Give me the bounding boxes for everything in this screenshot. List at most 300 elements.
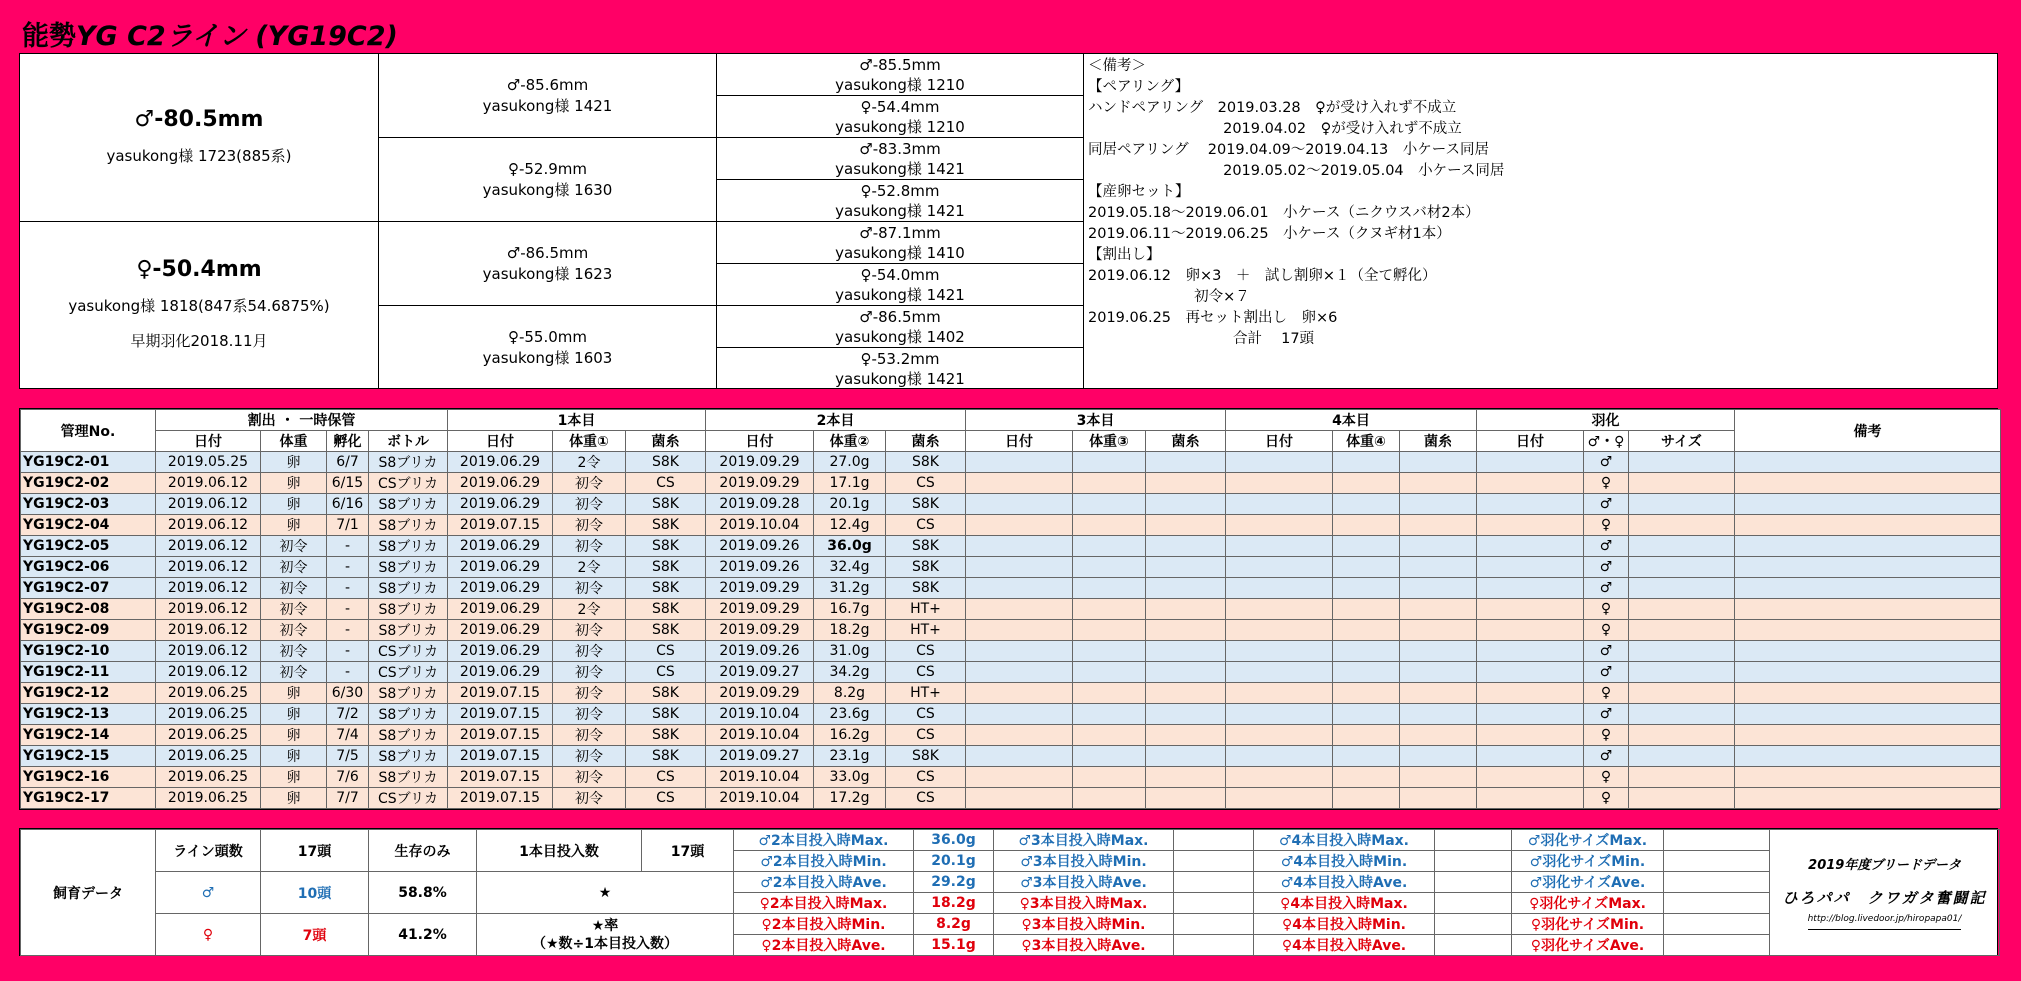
empty-cell bbox=[1629, 641, 1735, 662]
weight-cell: 17.1g bbox=[814, 473, 886, 494]
sex-cell: ♀ bbox=[1584, 620, 1629, 641]
table-cell: 初令 bbox=[553, 746, 626, 767]
empty-cell bbox=[1629, 473, 1735, 494]
sex-cell: ♀ bbox=[1584, 515, 1629, 536]
row-id: YG19C2-02 bbox=[21, 473, 156, 494]
table-cell: - bbox=[327, 578, 369, 599]
empty-cell bbox=[966, 620, 1073, 641]
empty-cell bbox=[1146, 620, 1226, 641]
male-pct: 58.8% bbox=[369, 872, 477, 914]
group-header: 割出 ・ 一時保管 bbox=[156, 410, 448, 431]
empty-cell bbox=[1400, 704, 1477, 725]
remarks-cell bbox=[1735, 515, 2001, 536]
table-cell: 初令 bbox=[261, 641, 327, 662]
table-cell: CS bbox=[626, 767, 706, 788]
table-cell: 卵 bbox=[261, 494, 327, 515]
empty-cell bbox=[1226, 452, 1333, 473]
brand-url: http://blog.livedoor.jp/hiropapa01/ bbox=[1808, 909, 1962, 930]
empty-cell bbox=[1146, 746, 1226, 767]
empty-cell bbox=[1400, 788, 1477, 809]
empty-cell bbox=[1146, 599, 1226, 620]
table-row bbox=[21, 767, 2001, 788]
table-cell: 初令 bbox=[261, 662, 327, 683]
table-row bbox=[21, 725, 2001, 746]
table-cell: 初令 bbox=[553, 725, 626, 746]
sex-cell: ♀ bbox=[1584, 788, 1629, 809]
empty-cell bbox=[1226, 536, 1333, 557]
stat-value: 36.0g bbox=[914, 830, 994, 851]
ggp-size: ♀-54.4mm bbox=[860, 97, 940, 116]
weight-cell: 8.2g bbox=[814, 683, 886, 704]
empty-cell bbox=[1226, 767, 1333, 788]
row-id: YG19C2-16 bbox=[21, 767, 156, 788]
table-cell: 2令 bbox=[553, 557, 626, 578]
table-cell: 初令 bbox=[553, 536, 626, 557]
stat-value: 29.2g bbox=[914, 872, 994, 893]
table-cell: S8ブリカ bbox=[369, 746, 448, 767]
table-cell: S8K bbox=[886, 536, 966, 557]
table-row bbox=[21, 494, 2001, 515]
table-cell: S8ブリカ bbox=[369, 557, 448, 578]
table-cell: 2019.06.25 bbox=[156, 767, 261, 788]
table-cell: CS bbox=[886, 641, 966, 662]
gp-owner: yasukong様 1630 bbox=[482, 180, 613, 199]
table-row bbox=[21, 746, 2001, 767]
table-cell: 2019.06.25 bbox=[156, 725, 261, 746]
summary-panel bbox=[19, 828, 1998, 956]
weight-cell: 23.6g bbox=[814, 704, 886, 725]
row-id: YG19C2-14 bbox=[21, 725, 156, 746]
pedigree-panel bbox=[19, 53, 1998, 389]
table-cell: S8ブリカ bbox=[369, 683, 448, 704]
table-cell: CS bbox=[626, 788, 706, 809]
stat-label: ♀羽化サイズMax. bbox=[1512, 893, 1664, 914]
row-id: YG19C2-05 bbox=[21, 536, 156, 557]
table-row bbox=[21, 557, 2001, 578]
stat-label: ♂4本目投入時Min. bbox=[1254, 851, 1435, 872]
table-cell: 2019.09.27 bbox=[706, 746, 814, 767]
table-cell: S8ブリカ bbox=[369, 536, 448, 557]
empty-cell bbox=[1400, 452, 1477, 473]
table-cell: 初令 bbox=[261, 599, 327, 620]
empty-cell bbox=[966, 578, 1073, 599]
col-header: 体重④ bbox=[1333, 431, 1400, 452]
gp-cell bbox=[379, 222, 717, 306]
remarks-cell bbox=[1735, 536, 2001, 557]
weight-cell: 36.0g bbox=[814, 536, 886, 557]
empty-cell bbox=[1073, 662, 1146, 683]
title-prefix: 能勢 bbox=[22, 21, 76, 52]
first-count-label: 1本目投入数 bbox=[477, 830, 642, 872]
mother-note: 早期羽化2018.11月 bbox=[130, 332, 268, 350]
empty-cell bbox=[1073, 578, 1146, 599]
table-cell: 2令 bbox=[553, 599, 626, 620]
stat-label: ♂2本目投入時Ave. bbox=[734, 872, 914, 893]
table-cell: 2019.09.29 bbox=[706, 599, 814, 620]
col-header: 体重 bbox=[261, 431, 327, 452]
gp-size: ♂-86.5mm bbox=[506, 243, 589, 262]
empty-cell bbox=[1477, 452, 1584, 473]
table-cell: CS bbox=[886, 725, 966, 746]
sex-cell: ♀ bbox=[1584, 725, 1629, 746]
empty-cell bbox=[1333, 599, 1400, 620]
stat-value: 8.2g bbox=[914, 914, 994, 935]
mother-size: ♀-50.4mm bbox=[136, 257, 262, 282]
empty-cell bbox=[1477, 578, 1584, 599]
table-cell: 初令 bbox=[553, 788, 626, 809]
empty-cell bbox=[1146, 767, 1226, 788]
empty-cell bbox=[1226, 683, 1333, 704]
mother-owner: yasukong様 1818(847系54.6875%) bbox=[68, 297, 330, 315]
empty-cell bbox=[1400, 473, 1477, 494]
table-cell: 2019.07.15 bbox=[448, 515, 553, 536]
table-cell: - bbox=[327, 641, 369, 662]
sex-cell: ♂ bbox=[1584, 746, 1629, 767]
empty-cell bbox=[966, 641, 1073, 662]
table-cell: 卵 bbox=[261, 746, 327, 767]
empty-cell bbox=[1226, 788, 1333, 809]
table-cell: 初令 bbox=[553, 494, 626, 515]
row-id: YG19C2-08 bbox=[21, 599, 156, 620]
table-cell: CS bbox=[626, 641, 706, 662]
empty-cell bbox=[1073, 536, 1146, 557]
remarks-cell bbox=[1735, 599, 2001, 620]
table-cell: 2令 bbox=[553, 452, 626, 473]
female-count: 7頭 bbox=[261, 914, 369, 956]
stat-label: ♀4本目投入時Min. bbox=[1254, 914, 1435, 935]
empty-cell bbox=[1226, 725, 1333, 746]
weight-cell: 18.2g bbox=[814, 620, 886, 641]
empty-cell bbox=[966, 473, 1073, 494]
empty-cell bbox=[1146, 641, 1226, 662]
table-cell: 2019.07.15 bbox=[448, 746, 553, 767]
remarks-cell bbox=[1735, 746, 2001, 767]
stat-value: 15.1g bbox=[914, 935, 994, 956]
empty-cell bbox=[1333, 788, 1400, 809]
stat-value: 18.2g bbox=[914, 893, 994, 914]
table-cell: 2019.06.25 bbox=[156, 683, 261, 704]
remarks-cell bbox=[1735, 683, 2001, 704]
remarks-cell bbox=[1735, 473, 2001, 494]
empty-cell bbox=[1073, 683, 1146, 704]
table-cell: 2019.09.29 bbox=[706, 473, 814, 494]
empty-cell bbox=[1477, 641, 1584, 662]
gp-size: ♀-55.0mm bbox=[507, 327, 588, 346]
table-cell: S8K bbox=[626, 578, 706, 599]
gp-owner: yasukong様 1421 bbox=[482, 96, 613, 115]
table-cell: 卵 bbox=[261, 683, 327, 704]
empty-cell bbox=[966, 788, 1073, 809]
row-id: YG19C2-09 bbox=[21, 620, 156, 641]
table-cell: 2019.09.26 bbox=[706, 536, 814, 557]
stat-label: ♂3本目投入時Max. bbox=[994, 830, 1174, 851]
table-row bbox=[21, 662, 2001, 683]
empty-cell bbox=[1146, 662, 1226, 683]
title-line: YG C2ライン (YG19C2) bbox=[76, 21, 398, 52]
table-cell: S8K bbox=[626, 536, 706, 557]
star-rate bbox=[477, 914, 734, 956]
table-cell: S8ブリカ bbox=[369, 704, 448, 725]
table-cell: S8K bbox=[626, 599, 706, 620]
first-count: 17頭 bbox=[642, 830, 734, 872]
col-header: 体重② bbox=[814, 431, 886, 452]
col-header: ボトル bbox=[369, 431, 448, 452]
empty-cell bbox=[1073, 788, 1146, 809]
ggp-cell bbox=[717, 138, 1084, 180]
empty-cell bbox=[1146, 578, 1226, 599]
table-cell: 2019.09.29 bbox=[706, 452, 814, 473]
col-header: ♂・♀ bbox=[1584, 431, 1629, 452]
empty-cell bbox=[1477, 746, 1584, 767]
empty-cell bbox=[1477, 473, 1584, 494]
table-cell: 初令 bbox=[553, 683, 626, 704]
remarks-header: 備考 bbox=[1735, 410, 2001, 452]
table-cell: 2019.06.29 bbox=[448, 641, 553, 662]
empty-cell bbox=[1073, 515, 1146, 536]
table-cell: 初令 bbox=[261, 557, 327, 578]
col-header: 菌糸 bbox=[626, 431, 706, 452]
weight-cell: 34.2g bbox=[814, 662, 886, 683]
table-cell: 2019.10.04 bbox=[706, 767, 814, 788]
table-row bbox=[21, 641, 2001, 662]
ggp-owner: yasukong様 1421 bbox=[835, 369, 965, 388]
table-cell: 2019.05.25 bbox=[156, 452, 261, 473]
table-cell: 2019.07.15 bbox=[448, 788, 553, 809]
table-cell: 7/2 bbox=[327, 704, 369, 725]
group-header: 4本目 bbox=[1226, 410, 1477, 431]
col-header: 体重① bbox=[553, 431, 626, 452]
table-cell: 2019.09.29 bbox=[706, 578, 814, 599]
table-cell: 初令 bbox=[261, 536, 327, 557]
table-cell: 卵 bbox=[261, 452, 327, 473]
empty-cell bbox=[1073, 746, 1146, 767]
stat-label: ♀3本目投入時Min. bbox=[994, 914, 1174, 935]
table-cell: S8K bbox=[886, 746, 966, 767]
empty-cell bbox=[1333, 683, 1400, 704]
ggp-owner: yasukong様 1421 bbox=[835, 159, 965, 178]
table-cell: 初令 bbox=[553, 515, 626, 536]
empty-cell bbox=[1477, 662, 1584, 683]
weight-cell: 16.7g bbox=[814, 599, 886, 620]
empty-cell bbox=[1333, 620, 1400, 641]
table-cell: 2019.06.12 bbox=[156, 515, 261, 536]
sex-cell: ♂ bbox=[1584, 578, 1629, 599]
gp-size: ♀-52.9mm bbox=[507, 159, 588, 178]
table-cell: CSブリカ bbox=[369, 641, 448, 662]
ggp-size: ♀-52.8mm bbox=[860, 181, 940, 200]
table-cell: 初令 bbox=[553, 473, 626, 494]
empty-cell bbox=[1629, 746, 1735, 767]
table-cell: 2019.09.28 bbox=[706, 494, 814, 515]
empty-cell bbox=[1146, 536, 1226, 557]
table-cell: S8ブリカ bbox=[369, 767, 448, 788]
empty-cell bbox=[1400, 536, 1477, 557]
table-row bbox=[21, 578, 2001, 599]
line-count-label: ライン頭数 bbox=[156, 830, 261, 872]
table-cell: 2019.07.15 bbox=[448, 725, 553, 746]
table-cell: S8K bbox=[886, 578, 966, 599]
table-row bbox=[21, 620, 2001, 641]
col-header: 菌糸 bbox=[1400, 431, 1477, 452]
row-id: YG19C2-01 bbox=[21, 452, 156, 473]
table-cell: S8ブリカ bbox=[369, 620, 448, 641]
empty-cell bbox=[1477, 515, 1584, 536]
empty-cell bbox=[966, 452, 1073, 473]
ggp-cell bbox=[717, 222, 1084, 264]
col-header: 日付 bbox=[966, 431, 1073, 452]
weight-cell: 23.1g bbox=[814, 746, 886, 767]
weight-cell: 27.0g bbox=[814, 452, 886, 473]
ggp-owner: yasukong様 1210 bbox=[835, 117, 965, 136]
table-cell: S8ブリカ bbox=[369, 599, 448, 620]
table-cell: 2019.10.04 bbox=[706, 725, 814, 746]
empty-cell bbox=[1226, 704, 1333, 725]
table-cell: S8ブリカ bbox=[369, 515, 448, 536]
stat-label: ♂羽化サイズAve. bbox=[1512, 872, 1664, 893]
table-cell: 2019.09.29 bbox=[706, 683, 814, 704]
table-cell: - bbox=[327, 620, 369, 641]
empty-cell bbox=[1333, 536, 1400, 557]
stat-label: ♀羽化サイズAve. bbox=[1512, 935, 1664, 956]
empty-cell bbox=[1629, 662, 1735, 683]
table-cell: CS bbox=[886, 788, 966, 809]
empty-cell bbox=[1226, 746, 1333, 767]
weight-cell: 16.2g bbox=[814, 725, 886, 746]
table-cell: 6/7 bbox=[327, 452, 369, 473]
ggp-cell bbox=[717, 54, 1084, 96]
table-cell: CS bbox=[886, 473, 966, 494]
row-id: YG19C2-03 bbox=[21, 494, 156, 515]
empty-cell bbox=[1400, 494, 1477, 515]
table-cell: 2019.07.15 bbox=[448, 767, 553, 788]
empty-cell bbox=[1073, 704, 1146, 725]
table-cell: 初令 bbox=[553, 578, 626, 599]
sex-cell: ♂ bbox=[1584, 452, 1629, 473]
stat-label: ♂3本目投入時Min. bbox=[994, 851, 1174, 872]
empty-cell bbox=[1629, 452, 1735, 473]
page-title bbox=[22, 14, 398, 53]
empty-cell bbox=[1073, 473, 1146, 494]
table-cell: 7/1 bbox=[327, 515, 369, 536]
weight-cell: 12.4g bbox=[814, 515, 886, 536]
table-row bbox=[21, 452, 2001, 473]
table-cell: CS bbox=[886, 704, 966, 725]
stat-label: ♀4本目投入時Ave. bbox=[1254, 935, 1435, 956]
stat-label: ♀2本目投入時Min. bbox=[734, 914, 914, 935]
empty-cell bbox=[1226, 662, 1333, 683]
stat-label: ♀2本目投入時Ave. bbox=[734, 935, 914, 956]
table-cell: 2019.06.12 bbox=[156, 641, 261, 662]
col-header: 孵化 bbox=[327, 431, 369, 452]
remarks-cell bbox=[1735, 725, 2001, 746]
table-cell: S8K bbox=[626, 515, 706, 536]
table-cell: - bbox=[327, 599, 369, 620]
male-symbol: ♂ bbox=[156, 872, 261, 914]
col-header: 菌糸 bbox=[886, 431, 966, 452]
col-header: サイズ bbox=[1629, 431, 1735, 452]
table-cell: S8K bbox=[886, 494, 966, 515]
table-cell: S8K bbox=[626, 704, 706, 725]
empty-cell bbox=[1333, 662, 1400, 683]
empty-cell bbox=[1333, 767, 1400, 788]
ggp-owner: yasukong様 1421 bbox=[835, 201, 965, 220]
table-row bbox=[21, 788, 2001, 809]
sex-cell: ♀ bbox=[1584, 767, 1629, 788]
empty-cell bbox=[1073, 452, 1146, 473]
table-cell: 2019.10.04 bbox=[706, 704, 814, 725]
star-rate-label: ★率 bbox=[591, 917, 619, 934]
ggp-owner: yasukong様 1410 bbox=[835, 243, 965, 262]
empty-cell bbox=[1400, 746, 1477, 767]
empty-cell bbox=[1226, 641, 1333, 662]
table-cell: S8ブリカ bbox=[369, 452, 448, 473]
empty-cell bbox=[1333, 704, 1400, 725]
table-cell: CS bbox=[626, 473, 706, 494]
table-cell: CS bbox=[886, 515, 966, 536]
empty-cell bbox=[1333, 557, 1400, 578]
table-cell: 卵 bbox=[261, 725, 327, 746]
table-row bbox=[21, 536, 2001, 557]
ggp-cell bbox=[717, 96, 1084, 138]
empty-cell bbox=[1146, 683, 1226, 704]
empty-cell bbox=[966, 599, 1073, 620]
row-id: YG19C2-07 bbox=[21, 578, 156, 599]
empty-cell bbox=[1146, 452, 1226, 473]
stat-label: ♀4本目投入時Max. bbox=[1254, 893, 1435, 914]
sex-cell: ♂ bbox=[1584, 494, 1629, 515]
table-cell: 2019.06.12 bbox=[156, 620, 261, 641]
row-id: YG19C2-04 bbox=[21, 515, 156, 536]
empty-cell bbox=[1333, 452, 1400, 473]
empty-cell bbox=[1477, 620, 1584, 641]
weight-cell: 17.2g bbox=[814, 788, 886, 809]
stat-value: 20.1g bbox=[914, 851, 994, 872]
empty-cell bbox=[1073, 557, 1146, 578]
remarks-cell bbox=[1735, 557, 2001, 578]
table-cell: HT+ bbox=[886, 683, 966, 704]
empty-cell bbox=[1073, 725, 1146, 746]
col-id-header: 管理No. bbox=[21, 410, 156, 452]
empty-cell bbox=[1333, 515, 1400, 536]
weight-cell: 32.4g bbox=[814, 557, 886, 578]
empty-cell bbox=[1629, 725, 1735, 746]
row-id: YG19C2-17 bbox=[21, 788, 156, 809]
empty-cell bbox=[1226, 494, 1333, 515]
table-cell: S8K bbox=[886, 452, 966, 473]
empty-cell bbox=[1629, 578, 1735, 599]
stat-label: ♂2本目投入時Max. bbox=[734, 830, 914, 851]
gp-cell bbox=[379, 306, 717, 389]
stat-label: ♀3本目投入時Ave. bbox=[994, 935, 1174, 956]
sex-cell: ♂ bbox=[1584, 557, 1629, 578]
empty-cell bbox=[1629, 767, 1735, 788]
father-size: ♂-80.5mm bbox=[134, 106, 264, 132]
table-cell: 2019.06.12 bbox=[156, 536, 261, 557]
empty-cell bbox=[1333, 494, 1400, 515]
table-cell: 2019.06.29 bbox=[448, 578, 553, 599]
ggp-cell bbox=[717, 264, 1084, 306]
row-id: YG19C2-15 bbox=[21, 746, 156, 767]
stat-label: ♀羽化サイズMin. bbox=[1512, 914, 1664, 935]
table-cell: 2019.09.29 bbox=[706, 620, 814, 641]
empty-cell bbox=[1629, 683, 1735, 704]
empty-cell bbox=[1477, 683, 1584, 704]
remarks-cell bbox=[1735, 578, 2001, 599]
line-count: 17頭 bbox=[261, 830, 369, 872]
table-cell: 2019.06.12 bbox=[156, 578, 261, 599]
empty-cell bbox=[966, 704, 1073, 725]
sex-cell: ♀ bbox=[1584, 473, 1629, 494]
